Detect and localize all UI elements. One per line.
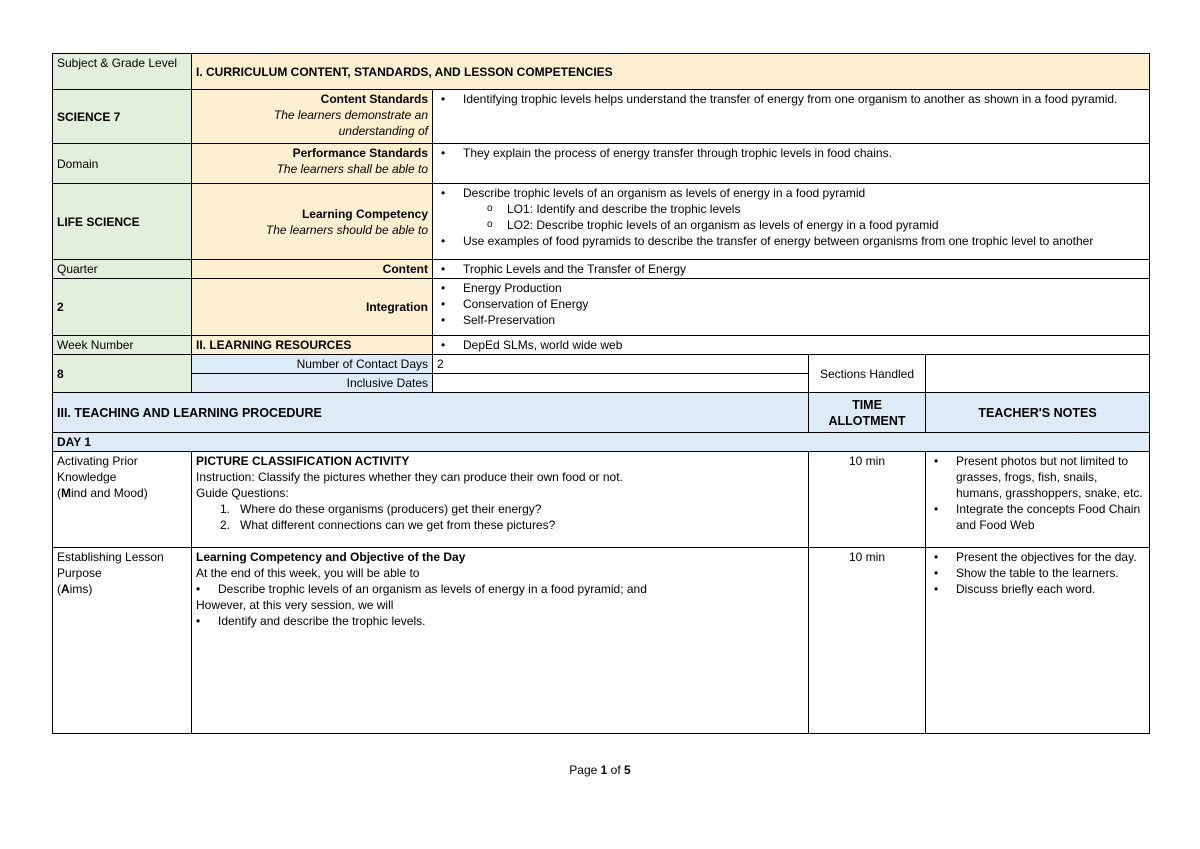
integration-item: • Self-Preservation <box>437 312 1145 328</box>
guide-question: 2. What different connections can we get from these pictures? <box>220 518 556 532</box>
note-item: • Show the table to the learners. <box>930 565 1145 581</box>
page-number: 1 <box>600 763 608 777</box>
learning-competency-label: Learning Competency <box>301 206 428 221</box>
of-word: of <box>610 763 621 777</box>
procedure-content-cell <box>192 452 809 548</box>
note-item: • Integrate the concepts Food Chain and Food Web <box>930 501 1145 533</box>
inclusive-dates-label: Inclusive Dates <box>192 374 433 393</box>
competency-item-1: • Describe trophic levels of an organism as levels of energy in a food pyramid <box>437 185 1145 201</box>
procedure-content-cell <box>192 548 809 734</box>
subject-label: Subject & Grade Level <box>53 54 192 90</box>
teachers-notes-cell <box>926 452 1150 548</box>
lesson-plan-sheet <box>52 53 1149 734</box>
competency-lo2: o LO2: Describe trophic levels of an organism as levels of energy in a food pyramid <box>437 217 1145 233</box>
time-allotment-cell: 10 min <box>809 548 926 734</box>
resource-item: • DepEd SLMs, world wide web <box>437 337 1145 353</box>
note-item: • Present the objectives for the day. <box>930 549 1145 565</box>
contact-days-value: 2 <box>433 355 809 374</box>
objective-line: At the end of this week, you will be able to <box>196 566 420 580</box>
guide-questions-label: Guide Questions: <box>196 486 289 500</box>
activity-title: Learning Competency and Objective of the Day <box>196 550 466 564</box>
contact-days-label: Number of Contact Days <box>192 355 433 374</box>
learning-competency-sub: The learners should be able to <box>265 222 428 237</box>
content-standards-cell <box>192 90 433 144</box>
activity-title: PICTURE CLASSIFICATION ACTIVITY <box>196 454 410 468</box>
subject-value: SCIENCE 7 <box>53 90 192 144</box>
sections-handled-label: Sections Handled <box>809 355 926 393</box>
content-text <box>433 260 1150 279</box>
competency-item-2: • Use examples of food pyramids to describe the transfer of energy between organisms from one trophic level to another <box>437 233 1145 249</box>
procedure-sublabel: (Aims) <box>57 582 93 596</box>
performance-standards-sub: The learners shall be able to <box>276 162 428 176</box>
section3-title: III. TEACHING AND LEARNING PROCEDURE <box>53 393 809 433</box>
content-standards-sub: The learners demonstrate an understanding of <box>273 108 428 138</box>
performance-standards-cell <box>192 144 433 184</box>
day-label: DAY 1 <box>53 433 1150 452</box>
objective-item: • Identify and describe the trophic levels. <box>192 613 804 629</box>
activity-instruction: Instruction: Classify the pictures whether they can produce their own food or not. <box>196 470 623 484</box>
teachers-notes-cell <box>926 548 1150 734</box>
inclusive-dates-value <box>433 374 809 393</box>
time-allotment-cell: 10 min <box>809 452 926 548</box>
section2-title: II. LEARNING RESOURCES <box>192 336 433 355</box>
domain-label: Domain <box>53 144 192 184</box>
performance-standards-text <box>433 144 1150 184</box>
procedure-sublabel: (Mind and Mood) <box>57 486 148 500</box>
content-label: Content <box>192 260 433 279</box>
guide-question: 1. Where do these organisms (producers) get their energy? <box>220 502 542 516</box>
objective-line: However, at this very session, we will <box>196 598 394 612</box>
integration-item: • Conservation of Energy <box>437 296 1145 312</box>
learning-competency-text <box>433 184 1150 260</box>
time-allotment-header: TIME ALLOTMENT <box>809 393 926 433</box>
page-footer <box>0 763 1200 777</box>
quarter-value: 2 <box>53 279 192 336</box>
content-standards-item: • Identifying trophic levels helps understand the transfer of energy from one organism to another as shown in a food pyramid. <box>437 91 1145 107</box>
integration-text <box>433 279 1150 336</box>
content-standards-text <box>433 90 1150 144</box>
integration-item: • Energy Production <box>437 280 1145 296</box>
content-item: • Trophic Levels and the Transfer of Energy <box>437 261 1145 277</box>
page-word: Page <box>569 763 598 777</box>
note-item: • Present photos but not limited to grasses, frogs, fish, snails, humans, grasshoppers, snake, etc. <box>930 453 1145 501</box>
procedure-label-cell <box>53 452 192 548</box>
integration-label: Integration <box>192 279 433 336</box>
objective-item: • Describe trophic levels of an organism as levels of energy in a food pyramid; and <box>192 581 804 597</box>
content-standards-label: Content Standards <box>320 92 428 106</box>
procedure-label: Establishing Lesson Purpose <box>57 550 164 580</box>
sections-handled-value <box>926 355 1150 393</box>
week-label: Week Number <box>53 336 192 355</box>
note-item: • Discuss briefly each word. <box>930 581 1145 597</box>
week-value: 8 <box>53 355 192 393</box>
quarter-label: Quarter <box>53 260 192 279</box>
learning-competency-cell <box>192 184 433 260</box>
section1-title: I. CURRICULUM CONTENT, STANDARDS, AND LESSON COMPETENCIES <box>192 54 1150 90</box>
page-total: 5 <box>624 763 631 777</box>
resources-text <box>433 336 1150 355</box>
teachers-notes-header: TEACHER'S NOTES <box>926 393 1150 433</box>
domain-value: LIFE SCIENCE <box>53 184 192 260</box>
performance-standards-item: • They explain the process of energy transfer through trophic levels in food chains. <box>437 145 1145 161</box>
procedure-label-cell <box>53 548 192 734</box>
competency-lo1: o LO1: Identify and describe the trophic levels <box>437 201 1145 217</box>
performance-standards-label: Performance Standards <box>292 146 428 160</box>
procedure-label: Activating Prior Knowledge <box>57 454 138 484</box>
lesson-plan-table <box>52 53 1150 734</box>
